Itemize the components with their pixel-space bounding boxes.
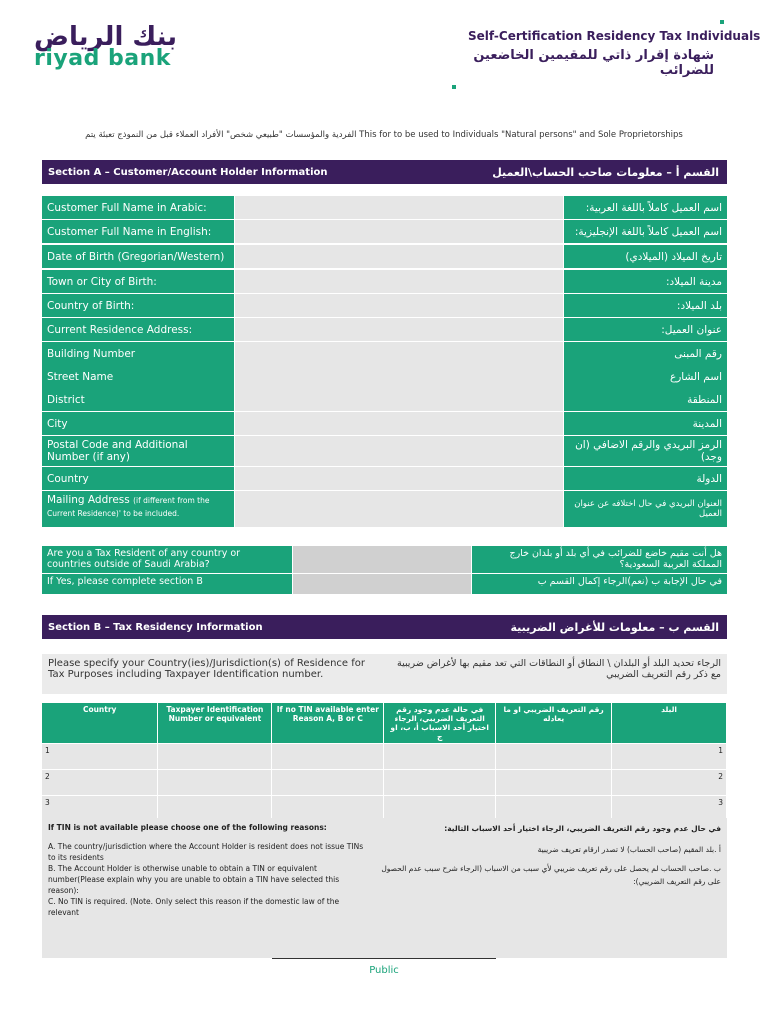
name-arabic-input[interactable] (234, 196, 564, 219)
city-of-birth-input[interactable] (234, 270, 564, 293)
form-row-district (42, 388, 727, 411)
column-header-tin: Taxpayer Identification Number or equivalent (158, 703, 272, 744)
field-label-english: Customer Full Name in Arabic: (42, 196, 234, 219)
field-label-english: Building Number (42, 342, 234, 365)
reason-cell-arabic[interactable] (384, 744, 496, 770)
row-number: 1 (45, 746, 50, 755)
field-label-arabic: عنوان العميل: (564, 318, 727, 341)
field-label-english: Town or City of Birth: (42, 270, 234, 293)
decorative-dot (720, 20, 724, 24)
residence-address-input[interactable] (234, 318, 564, 341)
tax-resident-answer-input[interactable] (292, 546, 472, 573)
form-row-mailing-address (42, 491, 727, 527)
section-b-title-english: Section B – Tax Residency Information (48, 621, 263, 633)
field-label-english (42, 491, 234, 527)
reason-cell[interactable] (272, 744, 384, 770)
row-number: 3 (718, 798, 723, 807)
column-header-country-arabic: البلد (612, 703, 727, 744)
country-cell[interactable] (42, 744, 158, 770)
form-row-name-arabic (42, 196, 727, 219)
field-label-english: Current Residence Address: (42, 318, 234, 341)
country-cell-arabic[interactable] (612, 744, 727, 770)
tin-cell[interactable] (158, 770, 272, 796)
field-label-arabic: الرمز البريدي والرقم الاضافي (ان وجد) (564, 436, 727, 466)
question-label-arabic: هل أنت مقيم خاضع للضرائب في أي بلد أو بلدان خارج المملكة العربية السعودية؟ (472, 546, 727, 573)
tin-cell-arabic[interactable] (496, 770, 612, 796)
row-number: 2 (45, 772, 50, 781)
question-label-english: If Yes, please complete section B (42, 574, 292, 594)
section-b-instruction-row (42, 574, 727, 594)
field-label-english: Postal Code and Additional Number (if any) (42, 436, 234, 466)
form-row-name-english (42, 220, 727, 243)
tin-cell-arabic[interactable] (496, 744, 612, 770)
field-label-arabic: تاريخ الميلاد (الميلادي) (564, 245, 727, 268)
reason-a-english: A. The country/jurisdiction where the Account Holder is resident does not issue TINs to its residents (48, 842, 364, 862)
row-number: 3 (45, 798, 50, 807)
field-label-english: District (42, 388, 234, 411)
field-label-english: Customer Full Name in English: (42, 220, 234, 243)
form-row-city-of-birth (42, 270, 727, 293)
field-label-arabic: الدولة (564, 467, 727, 490)
field-label-arabic: رقم المبنى (564, 342, 727, 365)
tax-resident-question-row (42, 546, 727, 573)
field-label-arabic: اسم الشارع (564, 365, 727, 388)
section-b-instruction (42, 654, 727, 694)
table-row (42, 770, 727, 796)
postal-code-input[interactable] (234, 436, 564, 466)
column-header-reason: If no TIN available enter Reason A, B or C (272, 703, 384, 744)
field-label-arabic: بلد الميلاد: (564, 294, 727, 317)
field-label-arabic: المنطقة (564, 388, 727, 411)
field-label-arabic: العنوان البريدي في حال اختلافه عن عنوان العميل (564, 491, 727, 527)
reasons-english (42, 818, 372, 958)
tin-cell[interactable] (158, 744, 272, 770)
field-label-english: City (42, 412, 234, 435)
section-a-header (42, 160, 727, 184)
country-cell[interactable] (42, 770, 158, 796)
district-input[interactable] (234, 388, 564, 411)
form-row-country-of-birth (42, 294, 727, 317)
building-number-input[interactable] (234, 342, 564, 365)
column-header-reason-arabic: في حالة عدم وجود رقم التعريف الضريبي، الرجاء اختيار أحد الاسباب أ، ب، او ج (384, 703, 496, 744)
column-header-country: Country (42, 703, 158, 744)
country-input[interactable] (234, 467, 564, 490)
field-label-english: Date of Birth (Gregorian/Western) (42, 245, 234, 268)
section-b-header (42, 615, 727, 639)
section-b-answer-input[interactable] (292, 574, 472, 594)
section-b-title-arabic: القسم ب – معلومات للأغراض الضريبية (510, 620, 719, 634)
reason-b-english: B. The Account Holder is otherwise unable to obtain a TIN or equivalent number(Please explain why you are unable to obtain a TIN have selected this reason): (48, 864, 340, 895)
city-input[interactable] (234, 412, 564, 435)
instruction-arabic: الرجاء تحديد البلد أو البلدان \ النطاق أو النطاقات التي تعد مقيم بها لأغراض ضريبية مع ذكر رقم التعريف الضريبي (396, 658, 721, 680)
tax-residency-table (42, 703, 727, 822)
mailing-address-label: Mailing Address (47, 494, 130, 506)
section-a-title-english: Section A – Customer/Account Holder Information (48, 166, 328, 178)
reason-c-english: C. No TIN is required. (Note. Only select this reason if the domestic law of the relevant (48, 897, 340, 917)
street-name-input[interactable] (234, 365, 564, 388)
form-row-city (42, 412, 727, 435)
date-of-birth-input[interactable] (234, 245, 564, 268)
name-english-input[interactable] (234, 220, 564, 243)
reasons-arabic (372, 818, 727, 958)
field-label-english: Country of Birth: (42, 294, 234, 317)
form-row-residence-address (42, 318, 727, 341)
country-cell-arabic[interactable] (612, 770, 727, 796)
intro-text: الفردية والمؤسسات "طبيعي شخص" الأفراد العملاء قبل من النموذج تعبئة يتم This for to be used to Individuals "Natural persons" and Sole Proprietorships (85, 130, 683, 140)
document-title-arabic: شهادة إقرار ذاتي للمقيمين الخاضعين للضرائب (473, 48, 714, 78)
tin-reasons-block (42, 818, 727, 958)
form-row-postal-code (42, 436, 727, 466)
table-row (42, 744, 727, 770)
reason-cell-arabic[interactable] (384, 770, 496, 796)
logo-arabic: بنك الرياض (34, 22, 177, 52)
field-label-arabic: اسم العميل كاملاً باللغة العربية: (564, 196, 727, 219)
logo-english: riyad bank (34, 46, 171, 71)
row-number: 1 (718, 746, 723, 755)
reason-b-arabic: ب .صاحب الحساب لم يحصل على رقم تعريف ضريبي لأي سبب من الاسباب (الرجاء شرح سبب عدم الحصول على رقم التعريف الضريبي): (381, 864, 721, 886)
reasons-title-arabic: في حال عدم وجود رقم التعريف الضريبي، الرجاء اختيار أحد الاسباب التالية: (444, 824, 721, 833)
reason-a-arabic: أ .بلد المقيم (صاحب الحساب) لا تصدر ارقام تعريف ضريبية (537, 845, 721, 854)
mailing-address-input[interactable] (234, 491, 564, 527)
form-row-street-name (42, 365, 727, 388)
field-label-english: Street Name (42, 365, 234, 388)
decorative-dot (452, 85, 456, 89)
field-label-arabic: اسم العميل كاملاً باللغة الإنجليزية: (564, 220, 727, 243)
instruction-english: Please specify your Country(ies)/Jurisdiction(s) of Residence for Tax Purposes including Taxpayer Identification number. (48, 658, 365, 680)
question-label-arabic: في حال الإجابة ب (نعم)الرجاء إكمال القسم ب (472, 574, 727, 594)
document-title-english: Self-Certification Residency Tax Individuals (468, 29, 761, 43)
form-row-date-of-birth (42, 245, 727, 268)
section-a-title-arabic: القسم أ – معلومات صاحب الحساب\العميل (492, 165, 719, 179)
field-label-english: Country (42, 467, 234, 490)
question-label-english: Are you a Tax Resident of any country or countries outside of Saudi Arabia? (42, 546, 292, 573)
classification-label: Public (369, 965, 399, 976)
field-label-arabic: المدينة (564, 412, 727, 435)
mailing-address-note: (if different from the Current Residence)' to be included. (47, 496, 210, 518)
footer-divider (272, 958, 496, 959)
reasons-title-english: If TIN is not available please choose one of the following reasons: (48, 823, 327, 832)
row-number: 2 (718, 772, 723, 781)
table-header-row (42, 703, 727, 744)
form-row-country (42, 467, 727, 490)
country-of-birth-input[interactable] (234, 294, 564, 317)
column-header-tin-arabic: رقم التعريف الضريبي او ما يعادله (496, 703, 612, 744)
form-row-building-number (42, 342, 727, 365)
reason-cell[interactable] (272, 770, 384, 796)
field-label-arabic: مدينة الميلاد: (564, 270, 727, 293)
